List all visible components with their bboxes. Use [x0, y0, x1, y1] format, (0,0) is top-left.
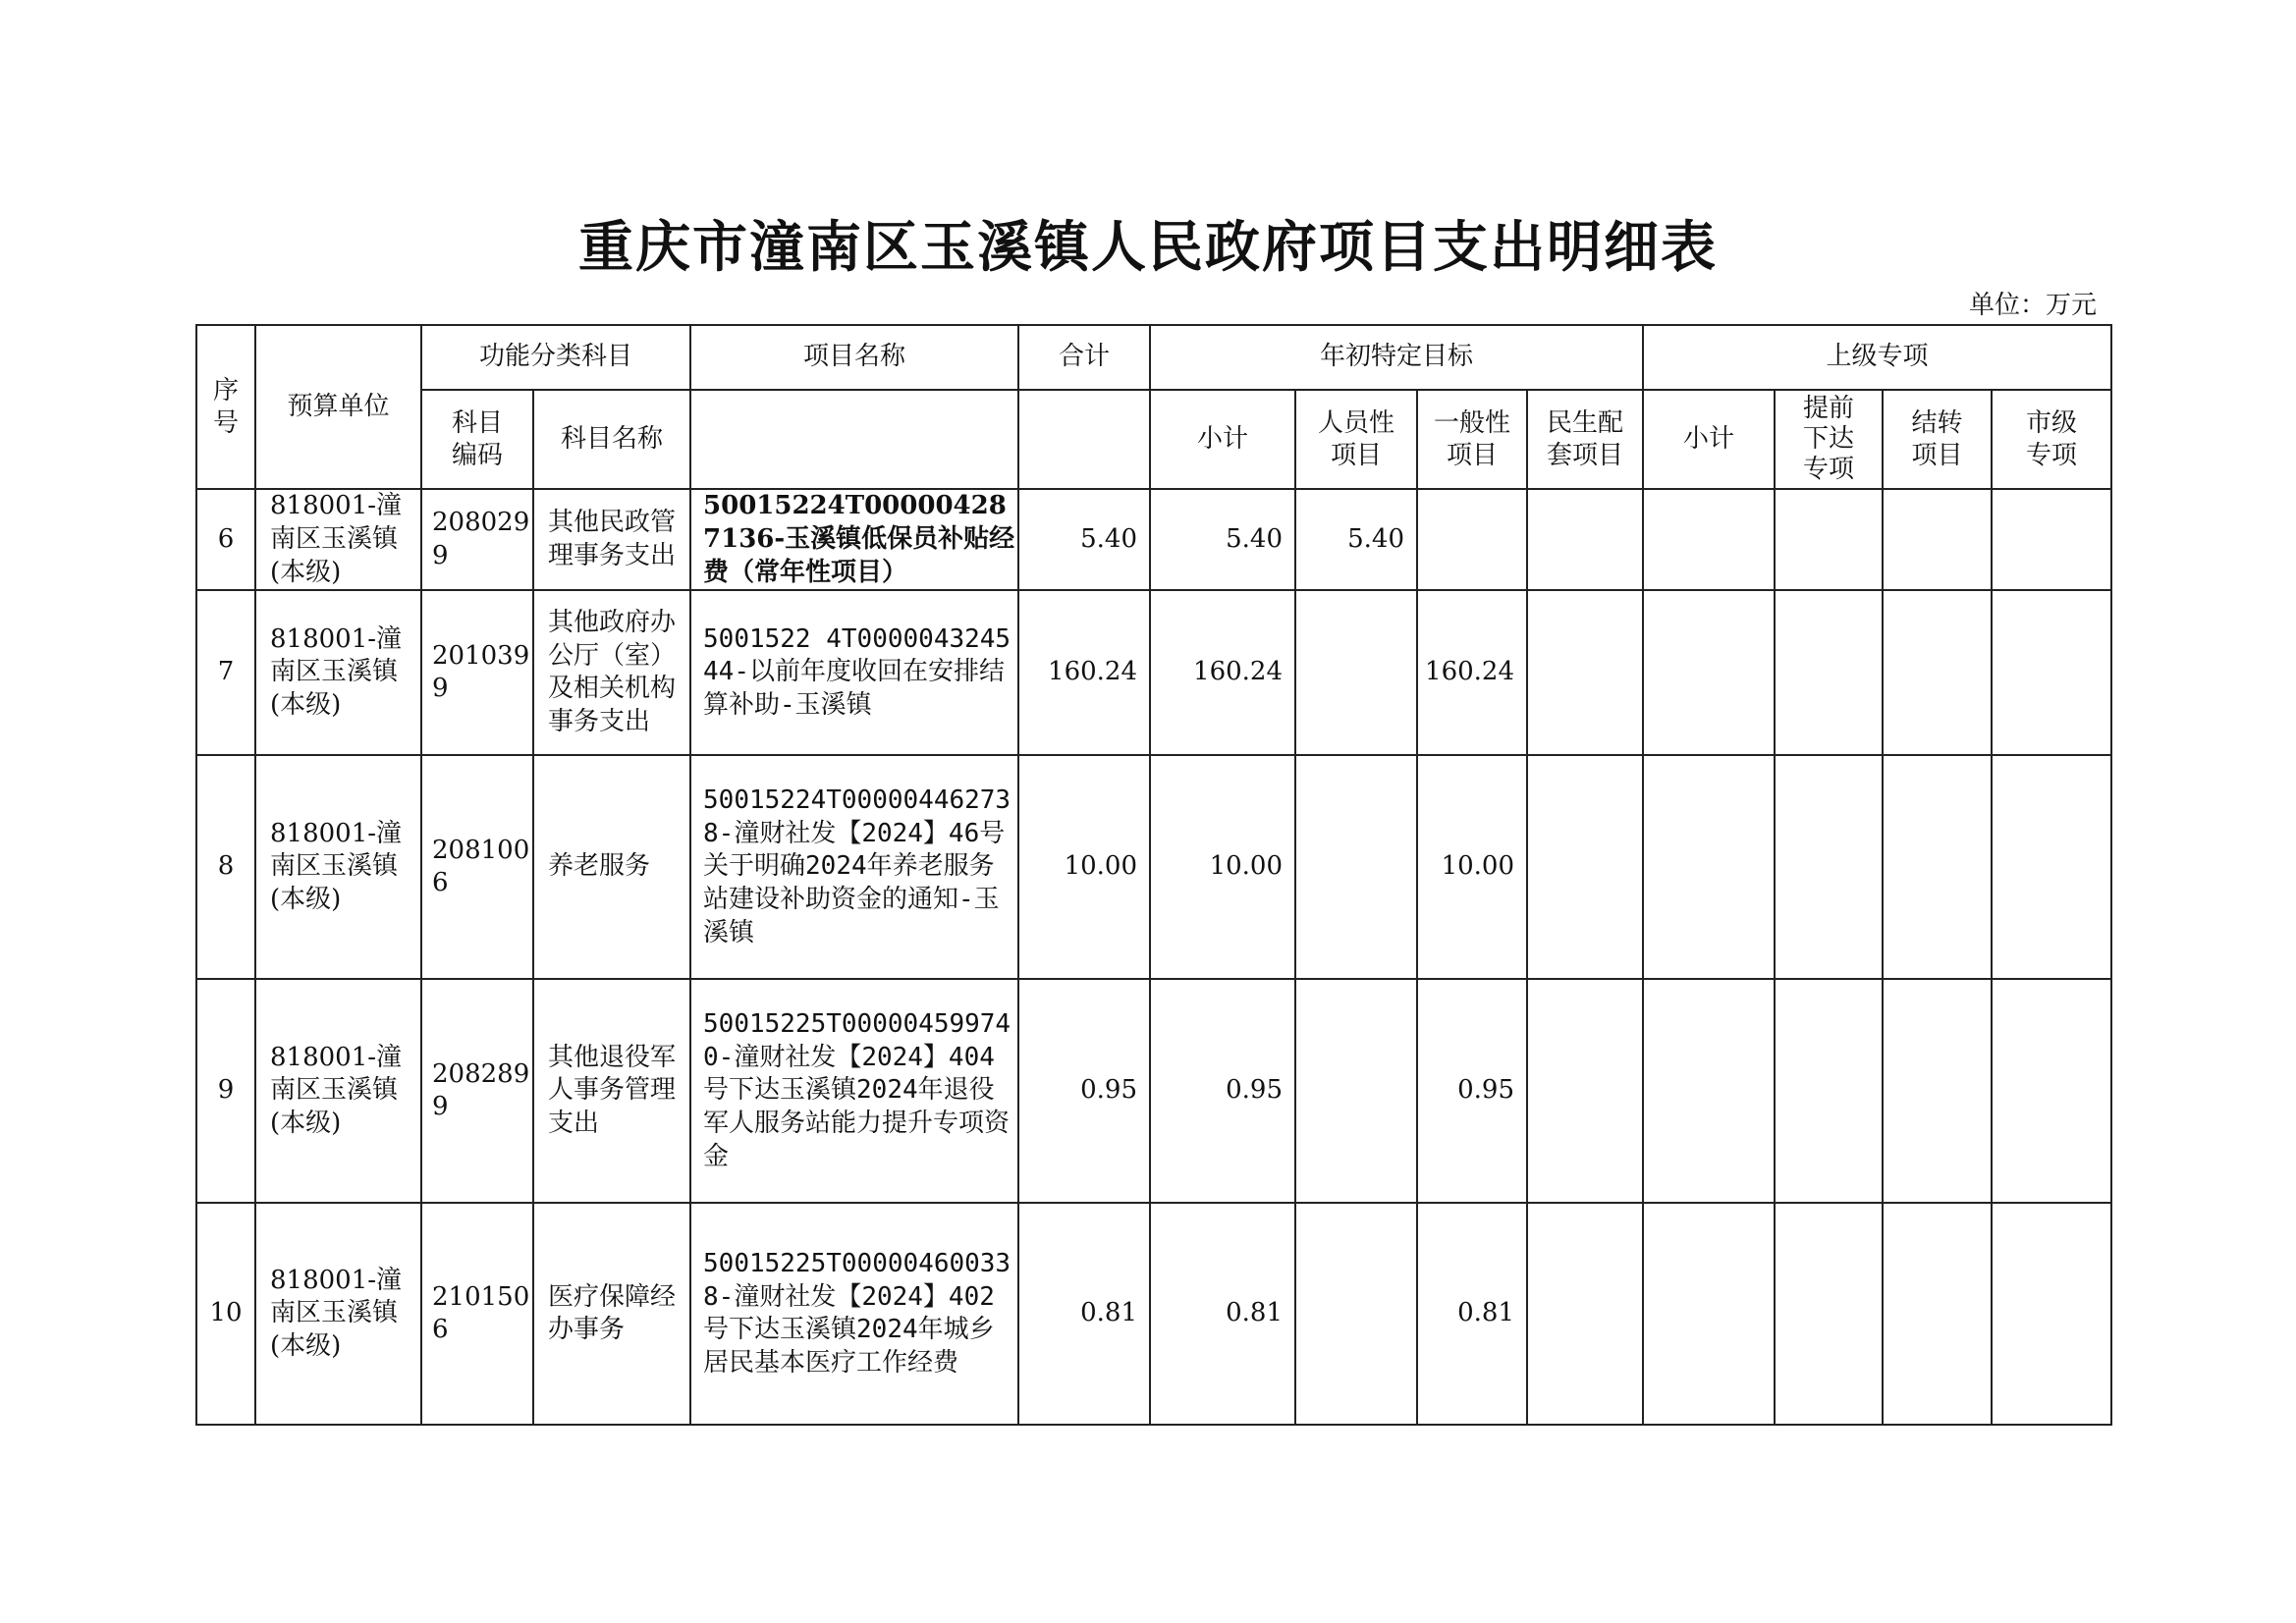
- budget-unit-cell: 818001-潼南区玉溪镇(本级): [255, 755, 421, 979]
- subject-name-cell: 其他退役军人事务管理支出: [533, 979, 690, 1203]
- municipal-cell: [1992, 590, 2111, 755]
- sup-subtotal-cell: [1643, 979, 1775, 1203]
- budget-unit-cell: 818001-潼南区玉溪镇(本级): [255, 979, 421, 1203]
- sup-subtotal-cell: [1643, 590, 1775, 755]
- page-title: 重庆市潼南区玉溪镇人民政府项目支出明细表: [578, 215, 1718, 280]
- annual-subtotal-cell: 10.00: [1150, 755, 1295, 979]
- header-project-name-blank: [690, 390, 1018, 489]
- header-seq: 序号: [196, 325, 255, 489]
- subject-name-cell: 其他政府办公厅（室）及相关机构事务支出: [533, 590, 690, 755]
- total-cell: 0.95: [1018, 979, 1150, 1203]
- header-sup-subtotal: 小计: [1643, 390, 1775, 489]
- advance-cell: [1775, 489, 1883, 590]
- total-cell: 10.00: [1018, 755, 1150, 979]
- annual-subtotal-cell: 0.95: [1150, 979, 1295, 1203]
- header-subj-name: 科目名称: [533, 390, 690, 489]
- table-row: [196, 590, 2111, 755]
- municipal-cell: [1992, 489, 2111, 590]
- header-budget-unit: 预算单位: [255, 325, 421, 489]
- header-municipal: 市级专项: [1992, 390, 2111, 489]
- annual-subtotal-cell: 5.40: [1150, 489, 1295, 590]
- budget-unit-cell: 818001-潼南区玉溪镇(本级): [255, 1203, 421, 1425]
- header-general: 一般性项目: [1417, 390, 1527, 489]
- project-name-cell: 50015224T000004462738-潼财社发【2024】46号关于明确2024年养老服务站建设补助资金的通知-玉溪镇: [690, 755, 1018, 979]
- advance-cell: [1775, 755, 1883, 979]
- sup-subtotal-cell: [1643, 755, 1775, 979]
- livelihood-cell: [1527, 1203, 1643, 1425]
- carryover-cell: [1883, 590, 1992, 755]
- seq-cell: 8: [196, 755, 255, 979]
- subject-code-cell: 2010399: [421, 590, 533, 755]
- table-row: [196, 1203, 2111, 1425]
- seq-cell: 10: [196, 1203, 255, 1425]
- project-name-cell: 50015225T000004600338-潼财社发【2024】402号下达玉溪镇2024年城乡居民基本医疗工作经费: [690, 1203, 1018, 1425]
- header-total-blank: [1018, 390, 1150, 489]
- header-advance: 提前下达专项: [1775, 390, 1883, 489]
- header-annual-target: 年初特定目标: [1150, 325, 1643, 390]
- table-row: [196, 489, 2111, 590]
- header-row-1: [196, 325, 2111, 390]
- total-cell: 160.24: [1018, 590, 1150, 755]
- livelihood-cell: [1527, 979, 1643, 1203]
- advance-cell: [1775, 1203, 1883, 1425]
- municipal-cell: [1992, 755, 2111, 979]
- subject-name-cell: 其他民政管理事务支出: [533, 489, 690, 590]
- personnel-cell: [1295, 590, 1417, 755]
- livelihood-cell: [1527, 590, 1643, 755]
- subject-name-cell: 医疗保障经办事务: [533, 1203, 690, 1425]
- header-row-2: [196, 390, 2111, 489]
- project-name-cell: 50015225T000004599740-潼财社发【2024】404号下达玉溪镇2024年退役军人服务站能力提升专项资金: [690, 979, 1018, 1203]
- seq-cell: 7: [196, 590, 255, 755]
- carryover-cell: [1883, 489, 1992, 590]
- advance-cell: [1775, 590, 1883, 755]
- project-name-cell: 5001522 4T000004324544-以前年度收回在安排结算补助-玉溪镇: [690, 590, 1018, 755]
- total-cell: 0.81: [1018, 1203, 1150, 1425]
- carryover-cell: [1883, 1203, 1992, 1425]
- personnel-cell: [1295, 755, 1417, 979]
- header-annual-subtotal: 小计: [1150, 390, 1295, 489]
- advance-cell: [1775, 979, 1883, 1203]
- annual-subtotal-cell: 160.24: [1150, 590, 1295, 755]
- budget-unit-cell: 818001-潼南区玉溪镇(本级): [255, 489, 421, 590]
- personnel-cell: [1295, 1203, 1417, 1425]
- sup-subtotal-cell: [1643, 1203, 1775, 1425]
- project-name-cell: 50015224T000004287136-玉溪镇低保员补贴经费（常年性项目）: [690, 489, 1018, 590]
- general-cell: 160.24: [1417, 590, 1527, 755]
- header-personnel: 人员性项目: [1295, 390, 1417, 489]
- header-livelihood: 民生配套项目: [1527, 390, 1643, 489]
- personnel-cell: 5.40: [1295, 489, 1417, 590]
- header-project-name: 项目名称: [690, 325, 1018, 390]
- header-total: 合计: [1018, 325, 1150, 390]
- general-cell: 10.00: [1417, 755, 1527, 979]
- livelihood-cell: [1527, 755, 1643, 979]
- subject-code-cell: 2081006: [421, 755, 533, 979]
- general-cell: 0.95: [1417, 979, 1527, 1203]
- general-cell: [1417, 489, 1527, 590]
- table-row: [196, 979, 2111, 1203]
- table-row: [196, 755, 2111, 979]
- project-expenditure-table: [195, 324, 2112, 1426]
- header-superior-special: 上级专项: [1643, 325, 2111, 390]
- total-cell: 5.40: [1018, 489, 1150, 590]
- subject-code-cell: 2080299: [421, 489, 533, 590]
- seq-cell: 6: [196, 489, 255, 590]
- carryover-cell: [1883, 755, 1992, 979]
- budget-unit-cell: 818001-潼南区玉溪镇(本级): [255, 590, 421, 755]
- header-subj-code: 科目编码: [421, 390, 533, 489]
- unit-label: 单位：万元: [1968, 291, 2097, 320]
- annual-subtotal-cell: 0.81: [1150, 1203, 1295, 1425]
- personnel-cell: [1295, 979, 1417, 1203]
- seq-cell: 9: [196, 979, 255, 1203]
- municipal-cell: [1992, 1203, 2111, 1425]
- general-cell: 0.81: [1417, 1203, 1527, 1425]
- header-carryover: 结转项目: [1883, 390, 1992, 489]
- subject-name-cell: 养老服务: [533, 755, 690, 979]
- sup-subtotal-cell: [1643, 489, 1775, 590]
- carryover-cell: [1883, 979, 1992, 1203]
- livelihood-cell: [1527, 489, 1643, 590]
- subject-code-cell: 2101506: [421, 1203, 533, 1425]
- subject-code-cell: 2082899: [421, 979, 533, 1203]
- header-func-class: 功能分类科目: [421, 325, 690, 390]
- municipal-cell: [1992, 979, 2111, 1203]
